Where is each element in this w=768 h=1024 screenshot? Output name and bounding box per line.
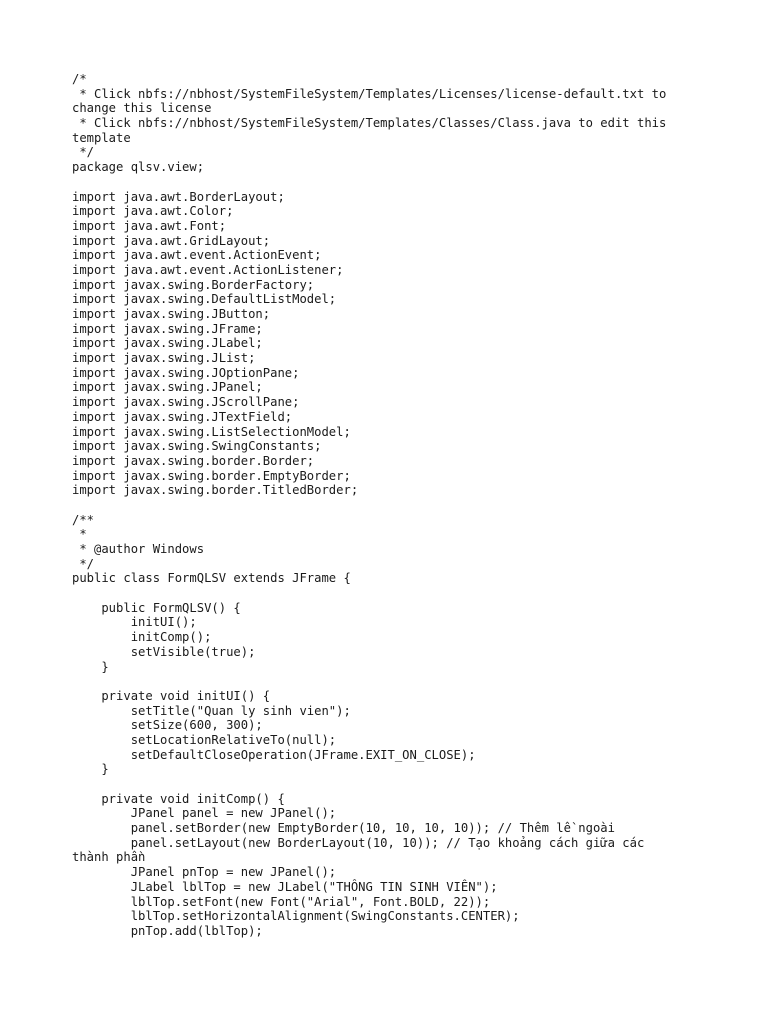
code-line: import java.awt.Font; <box>72 218 227 233</box>
code-line <box>72 674 692 689</box>
code-line <box>72 498 692 513</box>
code-line: import javax.swing.JLabel; <box>72 336 263 351</box>
code-line: public FormQLSV() { <box>72 600 241 615</box>
code-document <box>72 72 692 939</box>
code-line: import javax.swing.border.Border; <box>72 453 315 468</box>
code-line: package qlsv.view; <box>72 160 205 175</box>
code-line: import java.awt.BorderLayout; <box>72 189 285 204</box>
code-line: template <box>72 130 131 145</box>
code-line <box>72 175 692 190</box>
code-line: initUI(); <box>72 615 197 630</box>
code-line: * <box>72 527 87 542</box>
code-line: import java.awt.event.ActionEvent; <box>72 248 322 263</box>
code-line: private void initUI() { <box>72 688 271 703</box>
code-line: import javax.swing.DefaultListModel; <box>72 292 337 307</box>
code-line: setDefaultCloseOperation(JFrame.EXIT_ON_CLOSE); <box>72 747 476 762</box>
code-line: setSize(600, 300); <box>72 718 263 733</box>
code-line: * @author Windows <box>72 542 205 556</box>
code-line: JPanel panel = new JPanel(); <box>72 806 337 821</box>
code-line: * Click nbfs://nbhost/SystemFileSystem/Templates/Licenses/license-default.txt to <box>72 86 667 101</box>
code-line: lblTop.setHorizontalAlignment(SwingConstants.CENTER); <box>72 909 520 924</box>
code-line: * Click nbfs://nbhost/SystemFileSystem/Templates/Classes/Class.java to edit this <box>72 116 667 131</box>
code-line: import javax.swing.JFrame; <box>72 321 263 336</box>
code-line: change this license <box>72 101 212 116</box>
code-line: /* <box>72 72 87 86</box>
code-line: public class FormQLSV extends JFrame { <box>72 571 351 586</box>
code-line: import javax.swing.ListSelectionModel; <box>72 424 351 439</box>
code-line: import java.awt.GridLayout; <box>72 233 271 248</box>
code-line <box>72 586 692 601</box>
code-line <box>72 777 692 792</box>
code-line: JPanel pnTop = new JPanel(); <box>72 865 337 880</box>
code-line: setVisible(true); <box>72 644 256 659</box>
code-line: JLabel lblTop = new JLabel("THÔNG TIN SINH VIÊN"); <box>72 879 498 894</box>
code-line: } <box>72 659 109 674</box>
code-line: import java.awt.event.ActionListener; <box>72 262 344 277</box>
code-line: import javax.swing.JOptionPane; <box>72 365 300 380</box>
code-line: */ <box>72 556 95 571</box>
code-line: import javax.swing.JScrollPane; <box>72 395 300 410</box>
code-line: panel.setBorder(new EmptyBorder(10, 10, 10, 10)); // Thêm lề ngoài <box>72 821 615 836</box>
code-line: } <box>72 762 109 777</box>
code-line: import javax.swing.JList; <box>72 351 256 366</box>
code-line: import javax.swing.JTextField; <box>72 409 293 424</box>
code-line: import javax.swing.border.EmptyBorder; <box>72 468 351 483</box>
code-line: setLocationRelativeTo(null); <box>72 732 337 747</box>
code-line: lblTop.setFont(new Font("Arial", Font.BOLD, 22)); <box>72 894 491 909</box>
code-line: import javax.swing.BorderFactory; <box>72 277 315 292</box>
code-line: pnTop.add(lblTop); <box>72 923 263 938</box>
code-line: import java.awt.Color; <box>72 204 234 219</box>
code-line: import javax.swing.JButton; <box>72 307 271 321</box>
code-line: /** <box>72 512 95 527</box>
code-line: import javax.swing.border.TitledBorder; <box>72 483 359 498</box>
code-line: thành phần <box>72 850 146 865</box>
code-line: panel.setLayout(new BorderLayout(10, 10)); // Tạo khoảng cách giữa các <box>72 835 645 850</box>
code-line: setTitle("Quan ly sinh vien"); <box>72 703 351 718</box>
code-line: import javax.swing.JPanel; <box>72 380 263 395</box>
code-line: private void initComp() { <box>72 791 285 806</box>
code-line: initComp(); <box>72 630 212 645</box>
code-line: */ <box>72 145 95 160</box>
code-line: import javax.swing.SwingConstants; <box>72 439 322 454</box>
